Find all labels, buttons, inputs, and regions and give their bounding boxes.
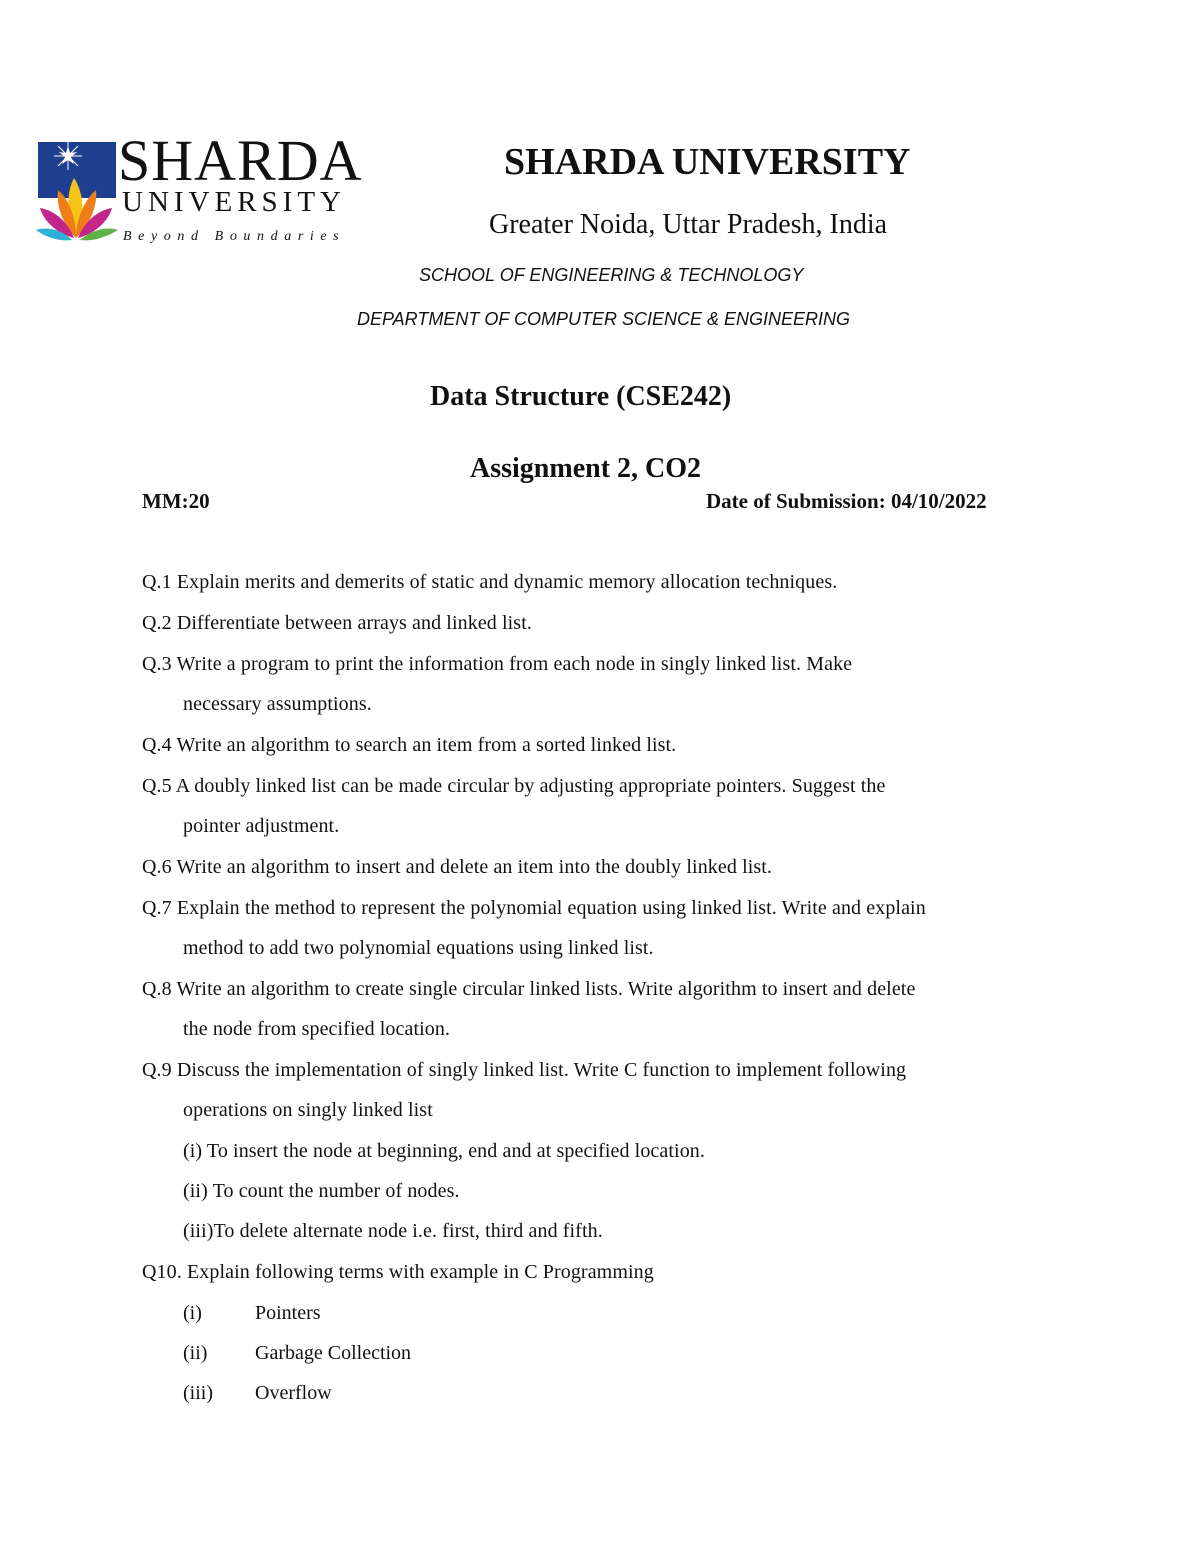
department-name: DEPARTMENT OF COMPUTER SCIENCE & ENGINEERING: [357, 309, 851, 329]
question-7-continued: method to add two polynomial equations using linked list.: [183, 937, 654, 959]
question-9-part-ii: (ii) To count the number of nodes.: [183, 1180, 460, 1202]
question-3-continued: necessary assumptions.: [183, 693, 372, 715]
question-9-part-i: (i) To insert the node at beginning, end and at specified location.: [183, 1140, 706, 1162]
question-1: Q.1 Explain merits and demerits of static and dynamic memory allocation techniques.: [142, 571, 838, 593]
question-8-continued: the node from specified location.: [183, 1018, 451, 1040]
question-9: Q.9 Discuss the implementation of singly linked list. Write C function to implement following: [142, 1059, 907, 1081]
question-5-continued: pointer adjustment.: [183, 815, 340, 837]
term-text: Overflow: [255, 1382, 332, 1404]
question-9-continued: operations on singly linked list: [183, 1099, 433, 1121]
lotus-emblem-icon: [36, 138, 120, 248]
logo-brand-subtext: UNIVERSITY: [122, 186, 346, 218]
max-marks: MM:20: [142, 489, 210, 513]
assignment-title: Assignment 2, CO2: [470, 453, 702, 484]
question-7: Q.7 Explain the method to represent the polynomial equation using linked list. Write and explain: [142, 897, 926, 919]
question-6: Q.6 Write an algorithm to insert and delete an item into the doubly linked list.: [142, 856, 773, 878]
question-9-part-iii: (iii)To delete alternate node i.e. first, third and fifth.: [183, 1220, 603, 1242]
logo-tagline: Beyond Boundaries: [123, 229, 346, 244]
question-8: Q.8 Write an algorithm to create single circular linked lists. Write algorithm to insert and delete: [142, 978, 916, 1000]
term-number: (iii): [183, 1382, 213, 1404]
university-title: SHARDA UNIVERSITY: [504, 141, 911, 183]
question-5: Q.5 A doubly linked list can be made circular by adjusting appropriate pointers. Suggest the: [142, 775, 886, 797]
school-name: SCHOOL OF ENGINEERING & TECHNOLOGY: [419, 265, 804, 285]
term-text: Garbage Collection: [255, 1342, 412, 1364]
term-text: Pointers: [255, 1302, 321, 1324]
term-number: (ii): [183, 1342, 208, 1364]
question-3: Q.3 Write a program to print the information from each node in singly linked list. Make: [142, 653, 853, 675]
logo-brand-text: SHARDA: [118, 128, 363, 193]
question-10: Q10. Explain following terms with example in C Programming: [142, 1261, 654, 1283]
question-4: Q.4 Write an algorithm to search an item from a sorted linked list.: [142, 734, 677, 756]
university-location: Greater Noida, Uttar Pradesh, India: [489, 209, 888, 240]
term-number: (i): [183, 1302, 202, 1324]
course-title: Data Structure (CSE242): [430, 381, 732, 412]
university-logo: [36, 128, 366, 253]
submission-date: Date of Submission: 04/10/2022: [706, 489, 987, 513]
question-2: Q.2 Differentiate between arrays and linked list.: [142, 612, 532, 634]
